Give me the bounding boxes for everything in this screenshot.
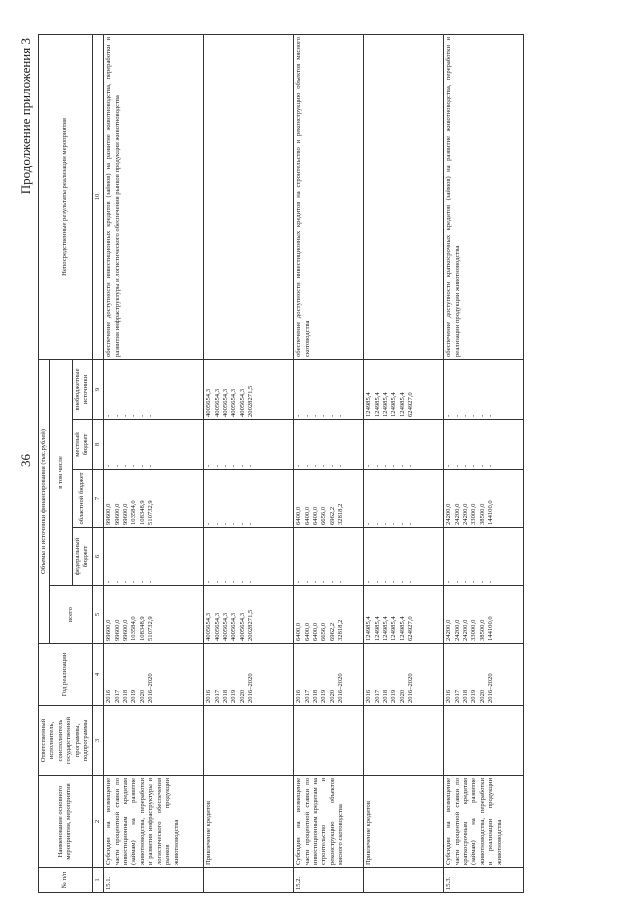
offbudget-cell-group: [364, 359, 444, 419]
colnum: 8: [92, 420, 103, 470]
row-name: Субсидии на возмещение части процентной ставки по краткосрочным кредитам (займам) на развитие животноводства, переработки и реализации продукции животноводства: [444, 776, 524, 868]
total-cell: 24200,0: [453, 619, 461, 641]
local-cell-group: [104, 420, 204, 470]
regional-cell: -: [205, 522, 213, 525]
federal-cell: -: [390, 580, 398, 583]
total-cell: 124985,4: [398, 616, 406, 641]
total-cell: 6656,0: [320, 622, 328, 641]
year-cell-group: [364, 644, 444, 706]
federal-cell: -: [470, 580, 478, 583]
row-result: [204, 34, 294, 359]
table-row: [364, 34, 444, 892]
regional-cell: 6400,0: [303, 506, 311, 525]
federal-cell-group: [364, 528, 444, 586]
federal-cell-group: [104, 528, 204, 586]
offbudget-cell: -: [453, 414, 461, 417]
colnum: 3: [92, 706, 103, 776]
page-number: 36: [18, 454, 33, 467]
year-cell: 2016: [105, 689, 113, 703]
regional-cell: 99600,0: [105, 503, 113, 525]
total-cell: 33000,0: [470, 619, 478, 641]
hdr-year: Год реализации: [39, 644, 93, 706]
federal-cell: -: [328, 580, 336, 583]
local-cell: -: [487, 464, 495, 467]
total-cell: 6400,0: [311, 622, 319, 641]
row-executor: [444, 706, 524, 776]
year-cell: 2016–2020: [247, 673, 255, 703]
local-cell: -: [478, 464, 486, 467]
row-number: 15.2.: [294, 868, 364, 893]
federal-cell: -: [365, 580, 373, 583]
row-name: Субсидии на возмещение части процентной ставки по инвестиционным кредитам (займам) на развитие животноводства, переработки и развития инфраструктуры и логистического обеспечения рынков продукции животноводства: [104, 776, 204, 868]
year-cell: 2019: [130, 689, 138, 703]
offbudget-cell: 624927,0: [407, 392, 415, 417]
local-cell: -: [390, 464, 398, 467]
year-cell: 2016: [295, 689, 303, 703]
local-cell: -: [337, 464, 345, 467]
total-cell: 124985,4: [381, 616, 389, 641]
regional-cell: -: [247, 522, 255, 525]
offbudget-cell: -: [328, 414, 336, 417]
hdr-federal: федеральный бюджет: [72, 528, 92, 586]
total-cell: 6400,0: [295, 622, 303, 641]
table-row: [444, 34, 524, 892]
offbudget-cell: -: [295, 414, 303, 417]
total-cell: 624927,0: [407, 616, 415, 641]
row-result: обеспечение доступности инвестиционных кредитов на строительство и реконструкцию объектов мясного скотоводства: [294, 34, 364, 359]
hdr-funding: Объемы и источники финансирования (тыс.рублей): [39, 359, 50, 643]
year-cell: 2019: [470, 689, 478, 703]
year-cell: 2018: [221, 689, 229, 703]
federal-cell: -: [311, 580, 319, 583]
year-cell-group: [294, 644, 364, 706]
total-cell-group: [364, 586, 444, 644]
federal-cell: -: [320, 580, 328, 583]
local-cell: -: [407, 464, 415, 467]
local-cell: -: [130, 464, 138, 467]
offbudget-cell: -: [121, 414, 129, 417]
header-row: [39, 34, 50, 892]
column-numbers-row: [92, 34, 103, 892]
colnum: 2: [92, 776, 103, 868]
colnum: 6: [92, 528, 103, 586]
regional-cell: 33000,0: [470, 503, 478, 525]
offbudget-cell: 124985,4: [365, 392, 373, 417]
federal-cell: -: [461, 580, 469, 583]
offbudget-cell: 124985,4: [398, 392, 406, 417]
regional-cell: -: [381, 522, 389, 525]
local-cell: -: [230, 464, 238, 467]
year-cell: 2019: [320, 689, 328, 703]
year-cell: 2016–2020: [487, 673, 495, 703]
offbudget-cell: -: [478, 414, 486, 417]
hdr-regional: областной бюджет: [72, 470, 92, 528]
year-cell: 2016: [445, 689, 453, 703]
row-name: Субсидии на возмещение части процентной ставки по инвестиционным кредитам на строительство и реконструкцию объектов мясного скотоводства: [294, 776, 364, 868]
hdr-executor: Ответственный исполнитель, соисполнитель государственной программы, подпрограммы: [39, 706, 93, 776]
regional-cell: 6400,0: [311, 506, 319, 525]
hdr-num: № п/п: [39, 868, 93, 893]
local-cell: -: [303, 464, 311, 467]
total-cell: 32818,2: [337, 619, 345, 641]
total-cell: 4005654,3: [213, 612, 221, 641]
year-cell: 2018: [311, 689, 319, 703]
year-cell: 2016–2020: [407, 673, 415, 703]
offbudget-cell: 4005654,3: [221, 388, 229, 417]
local-cell: -: [105, 464, 113, 467]
offbudget-cell: -: [113, 414, 121, 417]
offbudget-cell: -: [320, 414, 328, 417]
offbudget-cell: -: [147, 414, 155, 417]
total-cell: 4005654,3: [238, 612, 246, 641]
row-result: обеспечение доступности инвестиционных кредитов (займов) на развитие животноводства, переработки и развития инфраструктуры и логистического обеспечения рынков продукции животноводства: [104, 34, 204, 359]
federal-cell: -: [230, 580, 238, 583]
local-cell: -: [398, 464, 406, 467]
local-cell: -: [470, 464, 478, 467]
offbudget-cell: -: [445, 414, 453, 417]
offbudget-cell: -: [303, 414, 311, 417]
row-executor: [204, 706, 294, 776]
colnum: 9: [92, 359, 103, 419]
total-cell: 4005654,3: [205, 612, 213, 641]
regional-cell: -: [230, 522, 238, 525]
year-cell: 2017: [303, 689, 311, 703]
federal-cell: -: [221, 580, 229, 583]
local-cell: -: [311, 464, 319, 467]
offbudget-cell: 124985,4: [381, 392, 389, 417]
year-cell: 2019: [390, 689, 398, 703]
regional-cell: 103584,0: [130, 500, 138, 525]
regional-cell: 24200,0: [461, 503, 469, 525]
offbudget-cell: -: [311, 414, 319, 417]
federal-cell: -: [487, 580, 495, 583]
offbudget-cell: -: [337, 414, 345, 417]
regional-cell: 144100,0: [487, 500, 495, 525]
offbudget-cell: 4005654,3: [238, 388, 246, 417]
year-cell: 2016–2020: [147, 673, 155, 703]
row-number: 15.3.: [444, 868, 524, 893]
federal-cell: -: [445, 580, 453, 583]
table-body: [104, 34, 524, 892]
offbudget-cell-group: [104, 359, 204, 419]
federal-cell-group: [444, 528, 524, 586]
federal-cell: -: [247, 580, 255, 583]
total-cell: 124985,4: [365, 616, 373, 641]
total-cell-group: [444, 586, 524, 644]
federal-cell: -: [478, 580, 486, 583]
federal-cell: -: [238, 580, 246, 583]
total-cell: 510732,9: [147, 616, 155, 641]
local-cell: -: [453, 464, 461, 467]
row-number: [364, 868, 444, 893]
year-cell: 2020: [238, 689, 246, 703]
row-name: Привлечение кредитов: [364, 776, 444, 868]
year-cell: 2017: [213, 689, 221, 703]
year-cell: 2017: [453, 689, 461, 703]
regional-cell-group: [364, 470, 444, 528]
table-row: [204, 34, 294, 892]
local-cell-group: [204, 420, 294, 470]
regional-cell-group: [444, 470, 524, 528]
offbudget-cell: 4005654,3: [230, 388, 238, 417]
offbudget-cell: -: [470, 414, 478, 417]
offbudget-cell: -: [461, 414, 469, 417]
local-cell: -: [461, 464, 469, 467]
regional-cell: 24200,0: [453, 503, 461, 525]
offbudget-cell-group: [294, 359, 364, 419]
hdr-in-that: в том числе: [50, 359, 72, 585]
regional-cell: 6962,2: [328, 506, 336, 525]
year-cell: 2018: [381, 689, 389, 703]
regional-cell: 99600,0: [121, 503, 129, 525]
offbudget-cell: 4005654,3: [213, 388, 221, 417]
regional-cell-group: [204, 470, 294, 528]
total-cell: 4005654,3: [230, 612, 238, 641]
local-cell: -: [328, 464, 336, 467]
offbudget-cell: 124985,4: [373, 392, 381, 417]
federal-cell: -: [407, 580, 415, 583]
federal-cell: -: [147, 580, 155, 583]
local-cell: -: [320, 464, 328, 467]
regional-cell: -: [221, 522, 229, 525]
federal-cell: -: [398, 580, 406, 583]
federal-cell-group: [294, 528, 364, 586]
year-cell: 2018: [121, 689, 129, 703]
regional-cell: -: [390, 522, 398, 525]
regional-cell: 6656,0: [320, 506, 328, 525]
federal-cell: -: [113, 580, 121, 583]
year-cell-group: [204, 644, 294, 706]
regional-cell: -: [398, 522, 406, 525]
local-cell: -: [213, 464, 221, 467]
local-cell: -: [147, 464, 155, 467]
hdr-local: местный бюджет: [72, 420, 92, 470]
total-cell: 99600,0: [121, 619, 129, 641]
year-cell: 2020: [138, 689, 146, 703]
regional-cell: 6400,0: [295, 506, 303, 525]
local-cell: -: [221, 464, 229, 467]
local-cell: -: [121, 464, 129, 467]
local-cell: -: [205, 464, 213, 467]
total-cell: 20028271,5: [247, 609, 255, 641]
local-cell-group: [294, 420, 364, 470]
total-cell: 6962,2: [328, 622, 336, 641]
federal-cell: -: [121, 580, 129, 583]
local-cell: -: [295, 464, 303, 467]
year-cell: 2018: [461, 689, 469, 703]
offbudget-cell-group: [444, 359, 524, 419]
regional-cell: -: [407, 522, 415, 525]
total-cell-group: [104, 586, 204, 644]
offbudget-cell: 124985,4: [390, 392, 398, 417]
colnum: 10: [92, 34, 103, 359]
total-cell: 99600,0: [105, 619, 113, 641]
total-cell-group: [204, 586, 294, 644]
regional-cell: 32818,2: [337, 503, 345, 525]
offbudget-cell: -: [138, 414, 146, 417]
colnum: 7: [92, 470, 103, 528]
federal-cell: -: [130, 580, 138, 583]
local-cell-group: [444, 420, 524, 470]
offbudget-cell: 20028271,5: [247, 385, 255, 417]
federal-cell: -: [303, 580, 311, 583]
row-number: 15.1.: [104, 868, 204, 893]
regional-cell-group: [104, 470, 204, 528]
federal-cell: -: [337, 580, 345, 583]
total-cell: 24200,0: [461, 619, 469, 641]
regional-cell: -: [373, 522, 381, 525]
row-number: [204, 868, 294, 893]
total-cell: 124985,4: [390, 616, 398, 641]
local-cell: -: [238, 464, 246, 467]
year-cell: 2020: [398, 689, 406, 703]
local-cell: -: [247, 464, 255, 467]
year-cell: 2020: [478, 689, 486, 703]
federal-cell-group: [204, 528, 294, 586]
total-cell-group: [294, 586, 364, 644]
regional-cell: -: [365, 522, 373, 525]
hdr-result: Непосредственные результаты реализации мероприятия: [39, 34, 93, 359]
total-cell: 4005654,3: [221, 612, 229, 641]
continuation-title: Продолжение приложения 3: [18, 38, 33, 195]
local-cell: -: [113, 464, 121, 467]
federal-cell: -: [381, 580, 389, 583]
year-cell: 2020: [328, 689, 336, 703]
local-cell: -: [381, 464, 389, 467]
total-cell: 6400,0: [303, 622, 311, 641]
federal-cell: -: [105, 580, 113, 583]
regional-cell: 24200,0: [445, 503, 453, 525]
local-cell: -: [373, 464, 381, 467]
offbudget-cell: -: [487, 414, 495, 417]
regional-cell: -: [238, 522, 246, 525]
total-cell: 24200,0: [445, 619, 453, 641]
year-cell: 2019: [230, 689, 238, 703]
federal-cell: -: [213, 580, 221, 583]
total-cell: 99600,0: [113, 619, 121, 641]
row-result: [364, 34, 444, 359]
year-cell: 2016–2020: [337, 673, 345, 703]
regional-cell: 38500,0: [478, 503, 486, 525]
regional-cell: 108348,9: [138, 500, 146, 525]
row-executor: [364, 706, 444, 776]
year-cell: 2016: [205, 689, 213, 703]
offbudget-cell: -: [105, 414, 113, 417]
table-row: [294, 34, 364, 892]
total-cell: 38500,0: [478, 619, 486, 641]
colnum: 1: [92, 868, 103, 893]
regional-cell: 99600,0: [113, 503, 121, 525]
total-cell: 144100,0: [487, 616, 495, 641]
local-cell: -: [138, 464, 146, 467]
federal-cell: -: [453, 580, 461, 583]
colnum: 4: [92, 644, 103, 706]
regional-cell: 510732,9: [147, 500, 155, 525]
row-name: Привлечение кредитов: [204, 776, 294, 868]
total-cell: 103584,0: [130, 616, 138, 641]
federal-cell: -: [295, 580, 303, 583]
funding-table: [38, 34, 524, 893]
federal-cell: -: [205, 580, 213, 583]
local-cell-group: [364, 420, 444, 470]
row-result: обеспечение доступности краткосрочных кредитов (займов) на развитие животноводства, переработки и реализации продукции животноводства: [444, 34, 524, 359]
offbudget-cell: 4005654,3: [205, 388, 213, 417]
hdr-name: Наименование основного мероприятия, мероприятия: [39, 776, 93, 868]
regional-cell-group: [294, 470, 364, 528]
local-cell: -: [365, 464, 373, 467]
total-cell: 108348,9: [138, 616, 146, 641]
regional-cell: -: [213, 522, 221, 525]
year-cell: 2017: [373, 689, 381, 703]
local-cell: -: [445, 464, 453, 467]
hdr-offbudget: внебюджетные источники: [72, 359, 92, 419]
table-row: [104, 34, 204, 892]
row-executor: [294, 706, 364, 776]
year-cell: 2017: [113, 689, 121, 703]
colnum: 5: [92, 586, 103, 644]
year-cell-group: [104, 644, 204, 706]
total-cell: 124985,4: [373, 616, 381, 641]
hdr-total: всего: [50, 586, 92, 644]
offbudget-cell-group: [204, 359, 294, 419]
offbudget-cell: -: [130, 414, 138, 417]
year-cell: 2016: [365, 689, 373, 703]
year-cell-group: [444, 644, 524, 706]
federal-cell: -: [373, 580, 381, 583]
row-executor: [104, 706, 204, 776]
federal-cell: -: [138, 580, 146, 583]
